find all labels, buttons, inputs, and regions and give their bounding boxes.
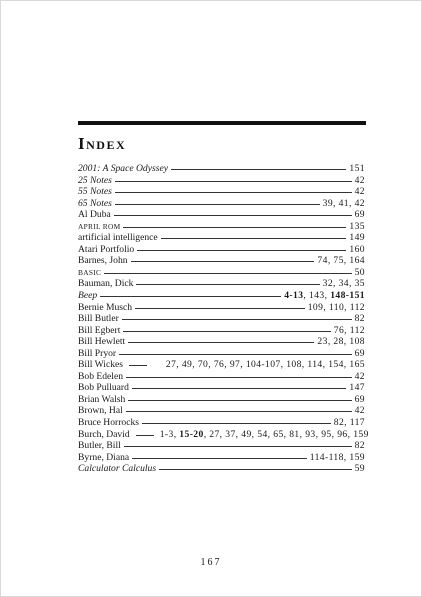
index-term: Bruce Horrocks bbox=[78, 417, 140, 429]
index-pages bbox=[355, 371, 365, 383]
index-entry bbox=[78, 209, 365, 221]
index-pages bbox=[317, 336, 365, 348]
page-ref: 109, 110, 112 bbox=[307, 301, 365, 313]
index-list bbox=[78, 163, 369, 475]
dot-leader bbox=[135, 308, 305, 309]
index-term: BASIC bbox=[78, 267, 102, 277]
dot-leader bbox=[132, 388, 347, 389]
index-pages bbox=[355, 186, 365, 198]
index-pages bbox=[308, 302, 365, 314]
index-term: Burch, David bbox=[78, 428, 130, 440]
index-entry bbox=[78, 302, 365, 314]
page-ref: 23, 28, 108 bbox=[317, 336, 365, 348]
index-term: Bob Pulluard bbox=[78, 382, 129, 394]
index-pages bbox=[349, 244, 365, 256]
page-ref: 135 bbox=[349, 220, 365, 232]
dot-leader bbox=[161, 238, 347, 239]
page-ref: 114-118, 159 bbox=[309, 451, 365, 463]
dot-leader bbox=[115, 181, 352, 182]
dot-leader bbox=[126, 377, 352, 378]
index-entry bbox=[78, 359, 365, 371]
dot-leader bbox=[123, 331, 330, 332]
index-entry bbox=[78, 290, 365, 302]
index-term: Beep bbox=[78, 290, 98, 302]
index-pages bbox=[355, 440, 365, 452]
dot-leader bbox=[126, 411, 352, 412]
dot-leader bbox=[131, 261, 315, 262]
page-ref: 27, 49, 70, 76, 97, 104-107, 108, 114, 154, 165 bbox=[165, 359, 365, 371]
dot-leader bbox=[119, 354, 351, 355]
page-ref: 69 bbox=[354, 393, 365, 405]
index-heading: Index bbox=[78, 134, 127, 153]
index-term: Bill Egbert bbox=[78, 324, 121, 336]
page-ref: 69 bbox=[354, 347, 365, 359]
index-term: APRIL ROM bbox=[78, 221, 121, 231]
dot-leader bbox=[136, 284, 319, 285]
page-ref: 42 bbox=[354, 174, 365, 186]
index-pages bbox=[334, 325, 365, 337]
page-ref: , 27, 37, 49, 54, 65, 81, 93, 95, 96, 159 bbox=[203, 428, 369, 440]
page-ref: 74, 75, 164 bbox=[317, 255, 365, 267]
index-entry bbox=[78, 278, 365, 290]
index-entry bbox=[78, 175, 365, 187]
index-term: Atari Portfolio bbox=[78, 243, 135, 255]
index-entry bbox=[78, 417, 365, 429]
dot-leader bbox=[132, 458, 307, 459]
index-pages bbox=[355, 394, 365, 406]
index-term: 65 Notes bbox=[78, 197, 112, 209]
page-ref-major: 4-13 bbox=[284, 290, 304, 302]
index-entry bbox=[78, 463, 365, 475]
index-entry bbox=[78, 313, 365, 325]
index-entry bbox=[78, 428, 369, 441]
page-ref: , 143, bbox=[303, 290, 331, 302]
dot-leader bbox=[122, 319, 352, 320]
index-entry bbox=[78, 348, 365, 360]
page-ref: 59 bbox=[354, 463, 365, 475]
heading-rule bbox=[78, 121, 366, 125]
index-entry bbox=[78, 232, 365, 244]
index-pages bbox=[355, 267, 365, 279]
index-pages bbox=[355, 175, 365, 187]
index-term: Bill Wickes bbox=[78, 359, 124, 371]
page-ref: 76, 112 bbox=[333, 324, 365, 336]
dot-leader bbox=[142, 423, 331, 424]
index-pages bbox=[355, 405, 365, 417]
index-entry bbox=[78, 244, 365, 256]
index-pages bbox=[355, 463, 365, 475]
index-entry bbox=[78, 440, 365, 452]
index-pages bbox=[349, 163, 365, 175]
dot-leader bbox=[123, 227, 346, 228]
index-term: Al Duba bbox=[78, 209, 111, 221]
page-ref: 32, 34, 35 bbox=[322, 278, 365, 290]
page-ref: 42 bbox=[354, 370, 365, 382]
index-pages bbox=[355, 348, 365, 360]
page-ref: 151 bbox=[349, 163, 365, 174]
index-entry bbox=[78, 382, 365, 394]
dot-leader bbox=[159, 469, 352, 470]
dot-leader bbox=[100, 296, 281, 297]
index-pages bbox=[349, 221, 365, 233]
page-ref: 1-3, bbox=[159, 428, 180, 440]
dot-leader bbox=[137, 250, 346, 251]
index-pages bbox=[334, 417, 365, 429]
index-term: Brian Walsh bbox=[78, 393, 126, 405]
page-ref: 82, 117 bbox=[333, 417, 365, 429]
index-entry bbox=[78, 405, 365, 417]
index-term: Bill Hewlett bbox=[78, 336, 126, 348]
page-number: 167 bbox=[200, 557, 222, 568]
dot-leader bbox=[136, 435, 154, 436]
page-ref: 42 bbox=[354, 186, 365, 198]
index-entry bbox=[78, 186, 365, 198]
index-term: Bauman, Dick bbox=[78, 278, 134, 290]
index-pages bbox=[349, 232, 365, 244]
page-ref: 82 bbox=[354, 440, 365, 452]
dot-leader bbox=[115, 192, 352, 193]
dot-leader bbox=[104, 273, 351, 274]
index-term: Bill Pryor bbox=[78, 347, 117, 359]
index-term: Bill Butler bbox=[78, 313, 119, 325]
index-term: 55 Notes bbox=[78, 186, 112, 198]
dot-leader bbox=[171, 169, 346, 170]
index-entry bbox=[78, 452, 365, 464]
index-entry bbox=[78, 267, 365, 279]
index-entry bbox=[78, 221, 365, 233]
index-entry bbox=[78, 394, 365, 406]
dot-leader bbox=[115, 204, 320, 205]
index-term: 25 Notes bbox=[78, 174, 112, 186]
index-term: 2001: A Space Odyssey bbox=[78, 163, 168, 174]
index-term: Bob Edelen bbox=[78, 370, 124, 382]
index-entry bbox=[78, 163, 365, 175]
index-pages bbox=[349, 382, 365, 394]
index-term: Byrne, Diana bbox=[78, 451, 130, 463]
index-pages bbox=[284, 290, 365, 302]
index-term: artificial intelligence bbox=[78, 232, 158, 244]
dot-leader bbox=[128, 342, 314, 343]
index-term: Butler, Bill bbox=[78, 440, 121, 452]
page-ref: 160 bbox=[349, 243, 365, 255]
page-ref-major: 148-151 bbox=[330, 290, 365, 302]
index-pages bbox=[317, 255, 365, 267]
dot-leader bbox=[129, 365, 147, 366]
index-entry bbox=[78, 325, 365, 337]
page-ref: 50 bbox=[354, 266, 365, 278]
index-entry bbox=[78, 371, 365, 383]
index-pages bbox=[166, 359, 365, 371]
page-ref: 147 bbox=[349, 382, 365, 394]
index-pages bbox=[310, 452, 365, 464]
index-entry bbox=[78, 198, 365, 210]
index-entry bbox=[78, 336, 365, 348]
index-pages bbox=[355, 313, 365, 325]
dot-leader bbox=[128, 400, 351, 401]
index-entry bbox=[78, 255, 365, 267]
index-pages bbox=[355, 209, 365, 221]
page-ref: 42 bbox=[354, 405, 365, 417]
page-ref-major: 15-20 bbox=[179, 428, 204, 440]
page-ref: 149 bbox=[349, 232, 365, 244]
page-ref: 82 bbox=[354, 313, 365, 325]
index-pages bbox=[323, 278, 365, 290]
page-ref: 69 bbox=[354, 209, 365, 221]
index-term: Calculator Calculus bbox=[78, 463, 157, 475]
index-pages bbox=[323, 198, 365, 210]
dot-leader bbox=[114, 215, 352, 216]
index-pages bbox=[160, 429, 369, 441]
page-ref: 39, 41, 42 bbox=[322, 197, 365, 209]
dot-leader bbox=[124, 446, 352, 447]
index-term: Bernie Musch bbox=[78, 301, 133, 313]
index-term: Barnes, John bbox=[78, 255, 128, 267]
index-term: Brown, Hal bbox=[78, 405, 123, 417]
